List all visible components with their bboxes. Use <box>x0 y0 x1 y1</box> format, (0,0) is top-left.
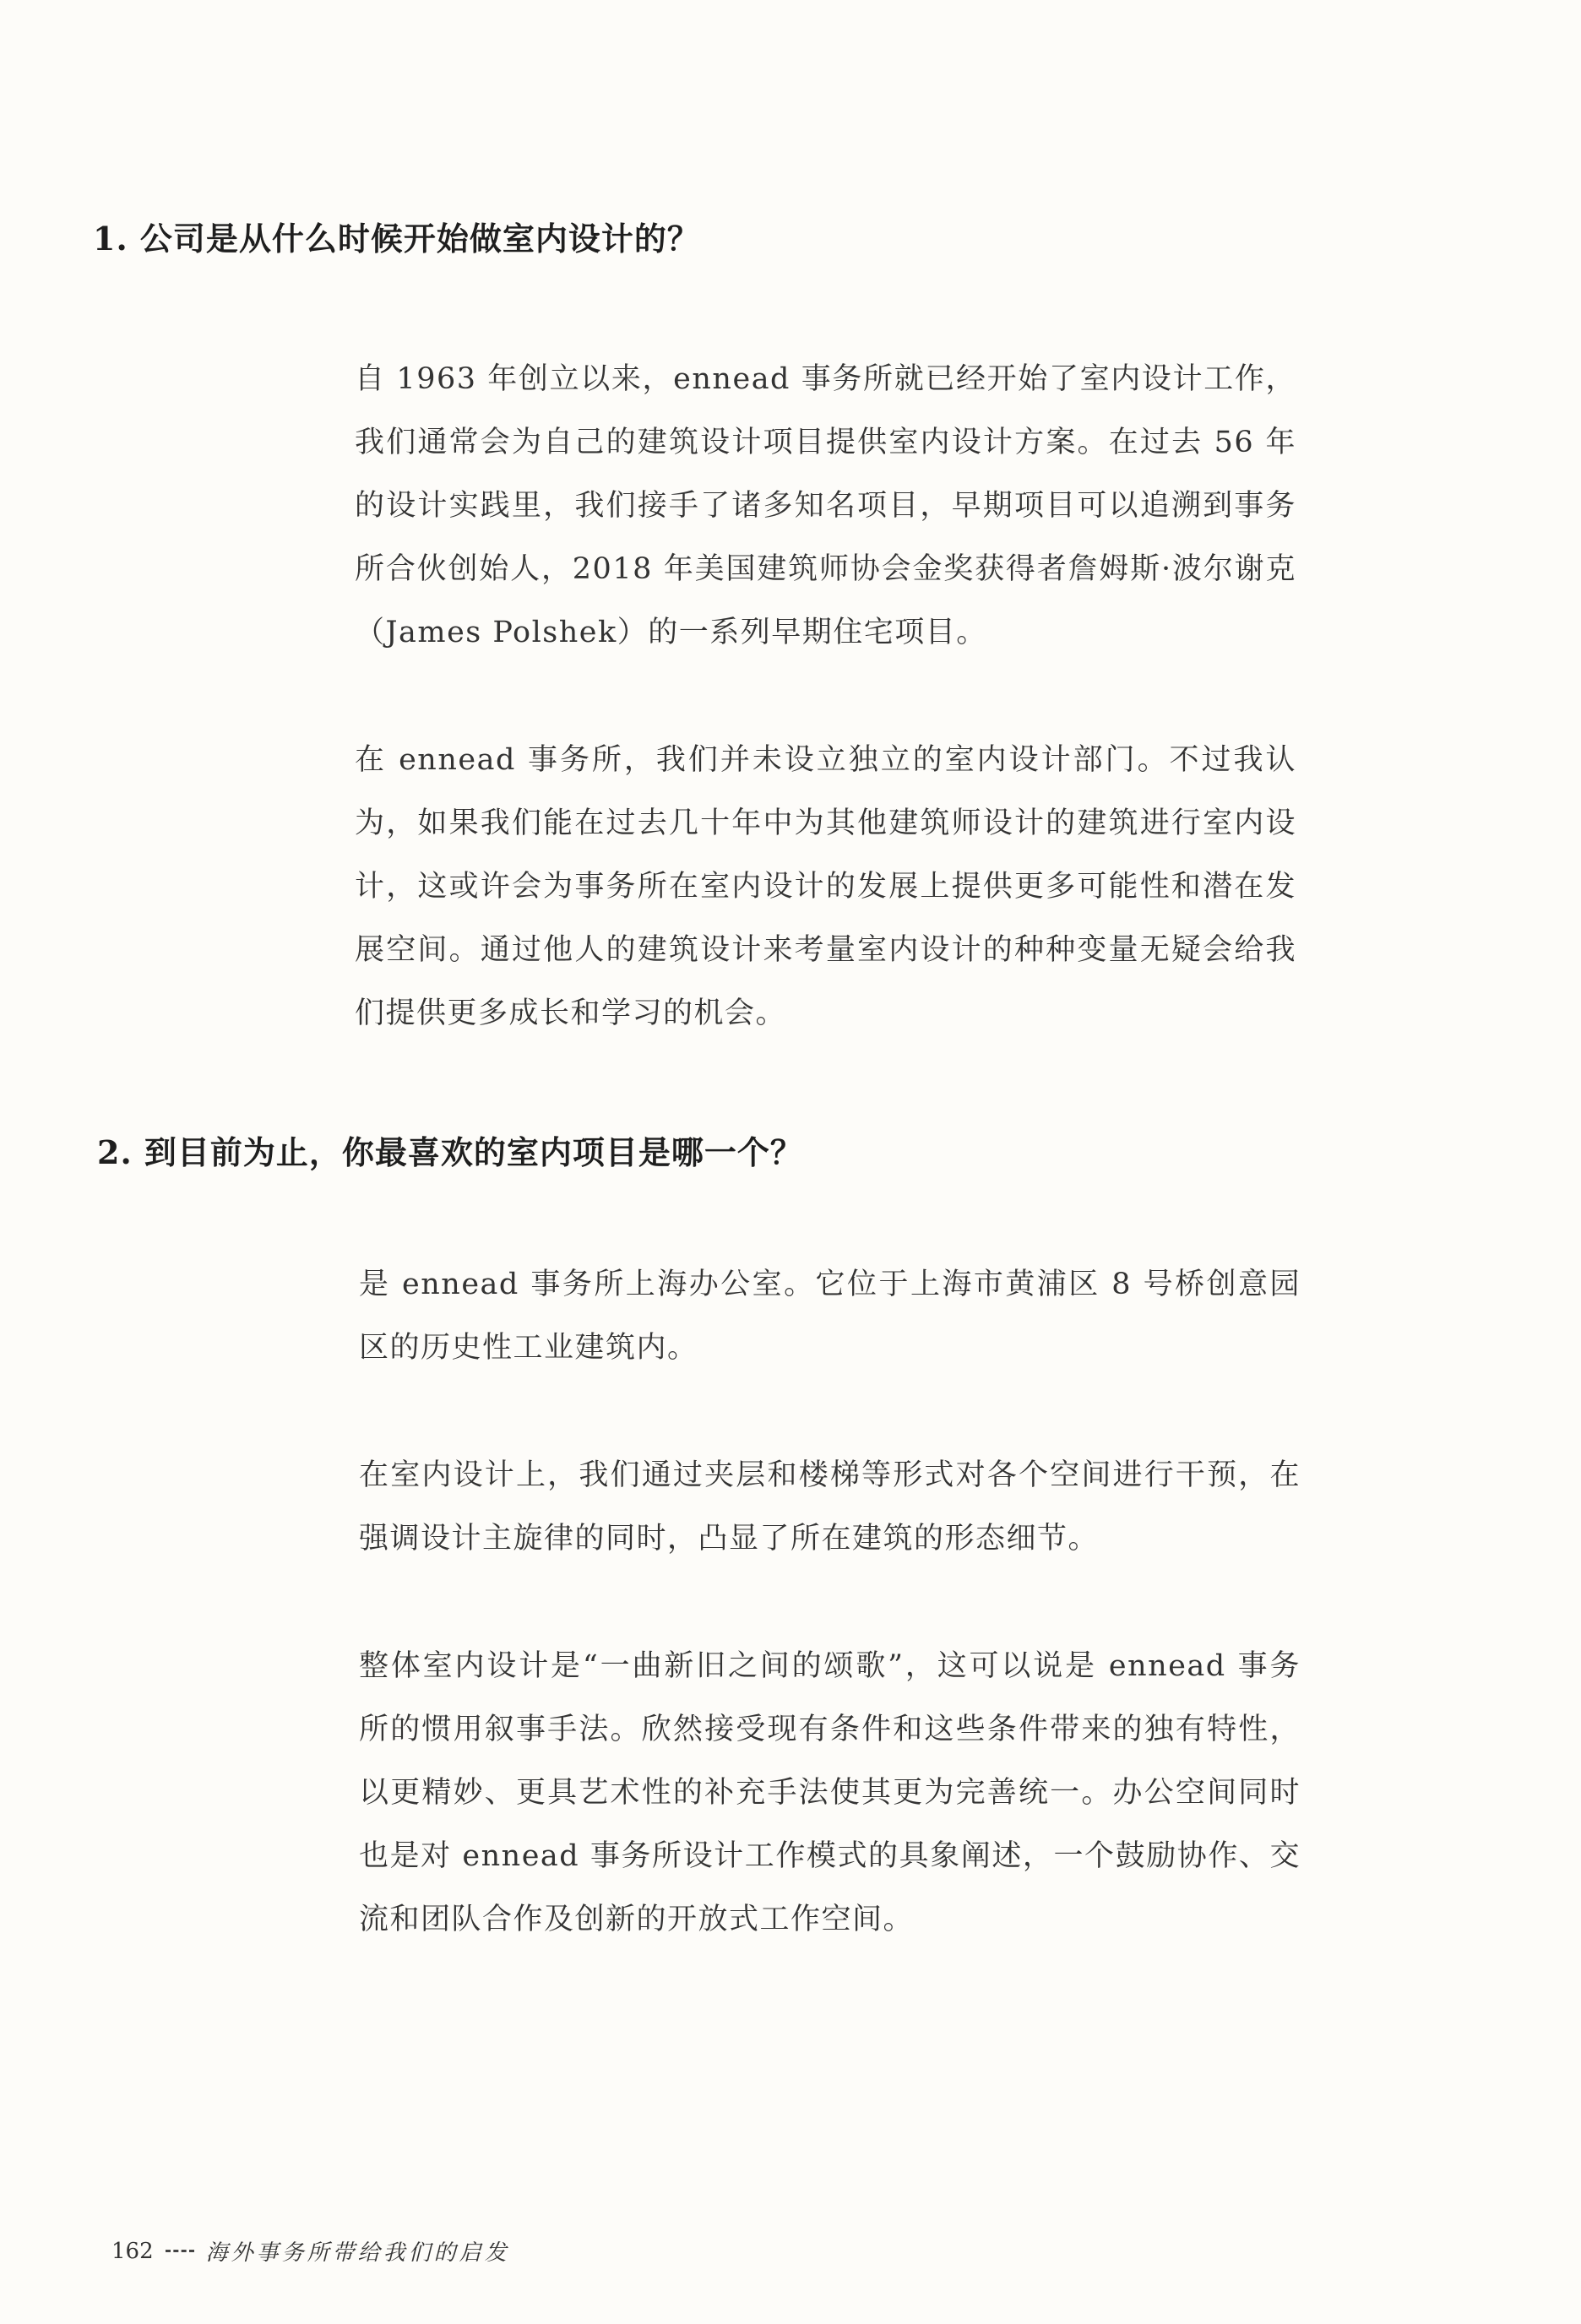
page-number: 162 <box>111 2238 154 2264</box>
answer-1-paragraph-1: 自 1963 年创立以来，ennead 事务所就已经开始了室内设计工作，我们通常会为自己的建筑设计项目提供室内设计方案。在过去 56 年的设计实践里，我们接手了诸多知名项目，早期项目可以追溯到事务所合伙创始人，2018 年美国建筑师协会金奖获得者詹姆斯·波尔谢克（James Polshek）的一系列早期住宅项目。 <box>355 362 1296 649</box>
question-1-heading: 1. 公司是从什么时候开始做室内设计的？ <box>93 220 700 258</box>
answer-2-paragraph-1: 是 ennead 事务所上海办公室。它位于上海市黄浦区 8 号桥创意园区的历史性工业建筑内。 <box>359 1268 1301 1365</box>
answer-2-paragraph-3: 整体室内设计是“一曲新旧之间的颂歌”，这可以说是 ennead 事务所的惯用叙事手法。欣然接受现有条件和这些条件带来的独有特性，以更精妙、更具艺术性的补充手法使其更为完善统一。办公空间同时也是对 ennead 事务所设计工作模式的具象阐述，一个鼓励协作、交流和团队合作及创新的开放式工作空间。 <box>359 1649 1301 1936</box>
book-title: 海外事务所带给我们的启发 <box>205 2240 510 2266</box>
answer-2-paragraph-2: 在室内设计上，我们通过夹层和楼梯等形式对各个空间进行干预，在强调设计主旋律的同时，凸显了所在建筑的形态细节。 <box>359 1458 1301 1556</box>
answer-1 <box>355 348 1296 1110</box>
answer-2 <box>359 1253 1301 2016</box>
answer-1-paragraph-2: 在 ennead 事务所，我们并未设立独立的室内设计部门。不过我认为，如果我们能在过去几十年中为其他建筑师设计的建筑进行室内设计，这或许会为事务所在室内设计的发展上提供更多可能性和潜在发展空间。通过他人的建筑设计来考量室内设计的种种变量无疑会给我们提供更多成长和学习的机会。 <box>355 743 1296 1030</box>
question-2-heading: 2. 到目前为止，你最喜欢的室内项目是哪一个？ <box>97 1133 803 1171</box>
footer-divider <box>166 2250 194 2252</box>
page-footer <box>111 2235 510 2267</box>
